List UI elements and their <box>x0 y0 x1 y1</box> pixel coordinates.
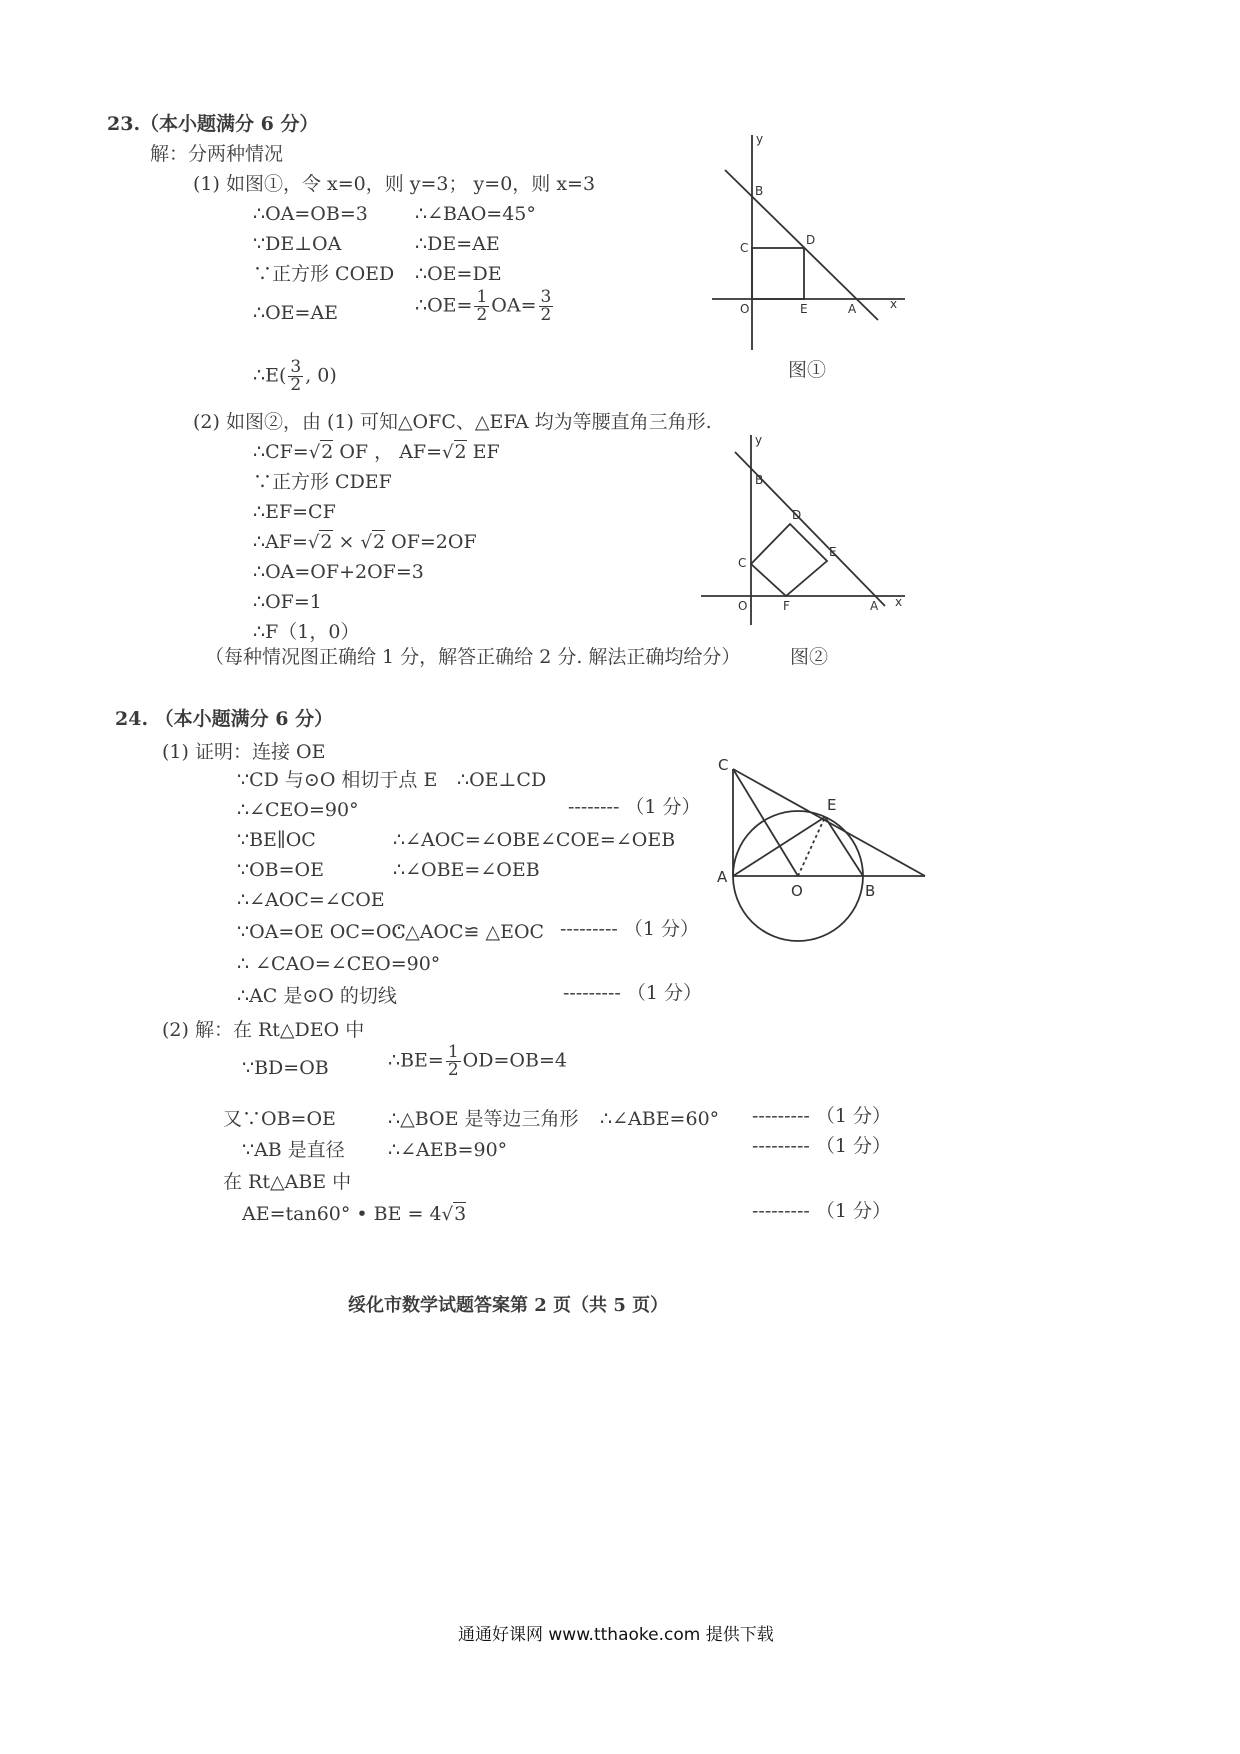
q24-p1-line4c: ∠COE=∠OEB <box>540 829 676 851</box>
q24-p1-line5a: ∵OB=OE <box>237 859 324 881</box>
q23-p1-line6: ∴E( $\frac{3}{2}$ , 0) <box>253 357 337 395</box>
figure-1-diagram <box>700 125 910 355</box>
q23-p1-line4b: ∴OE=DE <box>415 263 502 285</box>
fraction: $\frac{1}{2}$ <box>476 287 488 325</box>
fig2-label-e: E <box>829 545 837 559</box>
fig1-caption: 图① <box>788 359 827 381</box>
q23-p2-line7: ∴OF=1 <box>253 591 322 613</box>
q24-p2-line3a: 又∵OB=OE <box>223 1108 336 1130</box>
fig3-label-a: A <box>717 868 728 886</box>
q24-p2-line3c: ∴∠ABE=60° <box>600 1108 720 1130</box>
fig1-label-a: A <box>848 302 857 316</box>
q23-p1-line5a: ∴OE=AE <box>253 302 339 324</box>
q24-p2-line4b: ∴∠AEB=90° <box>388 1139 508 1161</box>
q23-p1-line1: (1) 如图①，令 x=0，则 y=3； y=0，则 x=3 <box>193 173 596 195</box>
q23-header: 23.（本小题满分 6 分） <box>107 113 319 135</box>
fig1-label-c: C <box>740 241 749 255</box>
fraction: $\frac{3}{2}$ <box>290 357 302 395</box>
figure-3-circle-diagram <box>715 758 925 943</box>
site-footer: 通通好课网 www.tthaoke.com 提供下载 <box>458 1625 774 1645</box>
q24-p2-line3-score: --------- （1 分） <box>752 1105 891 1127</box>
q23-p2-line8: ∴F（1，0） <box>253 621 360 643</box>
q24-p1-line1: (1) 证明：连接 OE <box>162 741 326 763</box>
fig2-label-x: x <box>895 595 903 609</box>
q24-header: 24. （本小题满分 6 分） <box>115 708 334 730</box>
q24-p2-line2b: ∴BE= $\frac{1}{2}$ OD=OB=4 <box>388 1042 567 1080</box>
q24-p1-line6: ∴∠AOC=∠COE <box>237 889 385 911</box>
fig1-label-d: D <box>806 233 816 247</box>
q23-p2-line5: ∴AF=√2 × √2 OF=2OF <box>253 531 477 553</box>
q24-p1-line7b: ∴△AOC≌ △EOC <box>393 921 545 943</box>
q24-p1-line8: ∴ ∠CAO=∠CEO=90° <box>237 953 441 975</box>
fraction: $\frac{1}{2}$ <box>447 1042 459 1080</box>
q24-p2-line6: AE=tan60° • BE = 4√3 <box>242 1203 467 1225</box>
fig2-label-a: A <box>870 599 879 613</box>
fig2-label-y: y <box>755 433 763 447</box>
fig2-label-b: B <box>755 473 764 487</box>
q24-p2-line5: 在 Rt△ABE 中 <box>223 1171 352 1193</box>
q24-p2-line3b: ∴△BOE 是等边三角形 <box>388 1108 579 1130</box>
q24-p2-line1: (2) 解：在 Rt△DEO 中 <box>162 1019 365 1041</box>
fig1-label-x: x <box>890 297 898 311</box>
q23-scoring-note: （每种情况图正确给 1 分，解答正确给 2 分. 解法正确均给分） <box>205 646 741 668</box>
q23-p1-line3b: ∴DE=AE <box>415 233 500 255</box>
page-number-footer: 绥化市数学试题答案第 2 页（共 5 页） <box>348 1295 669 1316</box>
q24-p1-line9: ∴AC 是⊙O 的切线 <box>237 985 397 1007</box>
q24-p1-line7-score: --------- （1 分） <box>560 918 699 940</box>
fig1-square <box>752 248 804 299</box>
fig1-label-y: y <box>756 132 764 146</box>
q24-p1-line5b: ∴∠OBE=∠OEB <box>393 859 540 881</box>
fraction: $\frac{3}{2}$ <box>540 287 552 325</box>
q23-p1-line4a: ∵正方形 COED <box>253 263 395 285</box>
q23-p1-line2a: ∴OA=OB=3 <box>253 203 368 225</box>
q23-p1-line5b: ∴OE= $\frac{1}{2}$ OA= $\frac{3}{2}$ <box>415 287 552 325</box>
fig1-label-o: O <box>740 302 750 316</box>
q23-intro: 解：分两种情况 <box>150 143 284 165</box>
figure-2-diagram <box>695 430 915 630</box>
q23-p1-line2b: ∴∠BAO=45° <box>415 203 536 225</box>
q23-p2-line6: ∴OA=OF+2OF=3 <box>253 561 424 583</box>
fig3-line-be <box>825 817 863 876</box>
fig2-label-c: C <box>738 556 747 570</box>
fig2-caption: 图② <box>790 646 829 668</box>
fig3-label-b: B <box>865 882 876 900</box>
q24-p2-line4-score: --------- （1 分） <box>752 1135 891 1157</box>
q24-p2-line4a: ∵AB 是直径 <box>242 1139 345 1161</box>
fig3-label-e: E <box>827 796 837 814</box>
fig3-label-o: O <box>791 882 803 900</box>
fig2-label-o: O <box>738 599 748 613</box>
fig2-label-d: D <box>792 508 802 522</box>
q23-p2-line2: ∴CF=√2 OF ， AF=√2 EF <box>253 441 500 463</box>
q24-p2-line6-score: --------- （1 分） <box>752 1200 891 1222</box>
q23-p1-line3a: ∵DE⊥OA <box>253 233 342 255</box>
fig3-line-co <box>733 769 798 876</box>
q24-p1-line2a: ∵CD 与⊙O 相切于点 E <box>237 769 438 791</box>
q24-p1-line4a: ∵BE∥OC <box>237 829 316 851</box>
q24-p1-line9-score: --------- （1 分） <box>563 982 702 1004</box>
q24-p1-line4b: ∴∠AOC=∠OBE <box>393 829 541 851</box>
fig1-label-e: E <box>800 302 808 316</box>
q24-p2-line2a: ∵BD=OB <box>242 1057 329 1079</box>
fig1-label-b: B <box>755 184 764 198</box>
fig2-label-f: F <box>783 599 790 613</box>
q24-p1-line3-score: -------- （1 分） <box>568 796 701 818</box>
q24-p1-line3: ∴∠CEO=90° <box>237 799 359 821</box>
fig3-label-c: C <box>718 756 729 774</box>
q23-p2-line3: ∵正方形 CDEF <box>253 471 392 493</box>
q24-p1-line2b: ∴OE⊥CD <box>457 769 547 791</box>
q23-p2-line4: ∴EF=CF <box>253 501 336 523</box>
q23-p2-line1: (2) 如图②，由 (1) 可知△OFC、△EFA 均为等腰直角三角形. <box>193 411 712 433</box>
q24-p1-line7a: ∵OA=OE OC=OC <box>237 921 406 943</box>
